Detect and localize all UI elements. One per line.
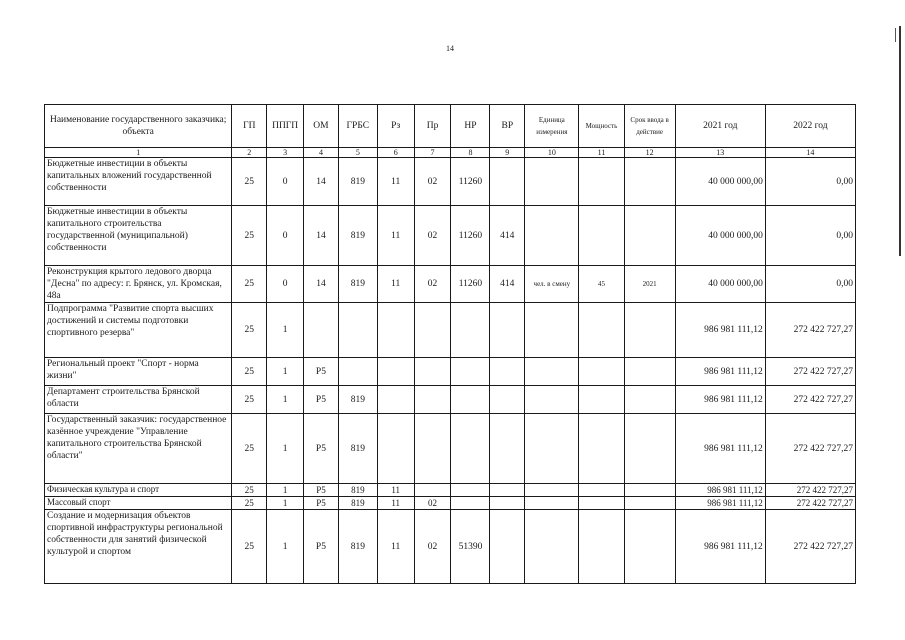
col-number: 8 bbox=[451, 148, 490, 158]
om-cell bbox=[304, 303, 339, 358]
grbs-cell: 819 bbox=[338, 510, 377, 584]
row-name: Реконструкция крытого ледового дворца "Десна" по адресу: г. Брянск, ул. Кромская, 48а bbox=[45, 266, 232, 303]
col-number: 3 bbox=[267, 148, 304, 158]
budget-table bbox=[44, 104, 856, 584]
pr-cell: 02 bbox=[414, 266, 451, 303]
pr-cell: 02 bbox=[414, 510, 451, 584]
vr-cell bbox=[490, 358, 525, 386]
amount-2021-cell: 40 000 000,00 bbox=[675, 158, 765, 206]
rz-cell: 11 bbox=[377, 497, 414, 510]
pr-cell: 02 bbox=[414, 497, 451, 510]
amount-2022-cell: 0,00 bbox=[765, 158, 855, 206]
term-cell bbox=[624, 484, 675, 497]
row-name: Физическая культура и спорт bbox=[45, 484, 232, 497]
table-row bbox=[45, 303, 856, 358]
gp-cell: 25 bbox=[232, 497, 267, 510]
nr-cell: 11260 bbox=[451, 266, 490, 303]
vr-cell: 414 bbox=[490, 266, 525, 303]
row-name: Создание и модернизация объектов спортивной инфраструктуры региональной собственности для занятий физической культурой и спортом bbox=[45, 510, 232, 584]
amount-2022-cell: 272 422 727,27 bbox=[765, 414, 855, 484]
col-number: 13 bbox=[675, 148, 765, 158]
rz-cell: 11 bbox=[377, 484, 414, 497]
vr-cell bbox=[490, 386, 525, 414]
gp-cell: 25 bbox=[232, 510, 267, 584]
om-cell: P5 bbox=[304, 510, 339, 584]
pr-cell bbox=[414, 484, 451, 497]
gp-cell: 25 bbox=[232, 358, 267, 386]
ppgp-cell: 1 bbox=[267, 386, 304, 414]
om-cell: 14 bbox=[304, 158, 339, 206]
vr-cell: 414 bbox=[490, 206, 525, 266]
vr-cell bbox=[490, 303, 525, 358]
om-cell: P5 bbox=[304, 484, 339, 497]
vr-cell bbox=[490, 414, 525, 484]
amount-2021-cell: 986 981 111,12 bbox=[675, 303, 765, 358]
term-cell bbox=[624, 414, 675, 484]
header-om: ОМ bbox=[304, 105, 339, 148]
vr-cell bbox=[490, 510, 525, 584]
header-gp: ГП bbox=[232, 105, 267, 148]
amount-2021-cell: 986 981 111,12 bbox=[675, 358, 765, 386]
header-2021: 2021 год bbox=[675, 105, 765, 148]
header-term: Срок ввода в действие bbox=[624, 105, 675, 148]
vr-cell bbox=[490, 497, 525, 510]
unit-cell bbox=[525, 497, 579, 510]
header-2022: 2022 год bbox=[765, 105, 855, 148]
table-header-row bbox=[45, 105, 856, 148]
grbs-cell bbox=[338, 303, 377, 358]
vr-cell bbox=[490, 484, 525, 497]
vr-cell bbox=[490, 158, 525, 206]
gp-cell: 25 bbox=[232, 206, 267, 266]
amount-2021-cell: 40 000 000,00 bbox=[675, 266, 765, 303]
om-cell: P5 bbox=[304, 358, 339, 386]
header-nr: НР bbox=[451, 105, 490, 148]
nr-cell: 11260 bbox=[451, 206, 490, 266]
scan-edge-line bbox=[899, 26, 901, 256]
term-cell bbox=[624, 303, 675, 358]
amount-2021-cell: 986 981 111,12 bbox=[675, 414, 765, 484]
nr-cell: 11260 bbox=[451, 158, 490, 206]
amount-2022-cell: 272 422 727,27 bbox=[765, 497, 855, 510]
row-name: Региональный проект "Спорт - норма жизни" bbox=[45, 358, 232, 386]
grbs-cell: 819 bbox=[338, 484, 377, 497]
header-pr: Пр bbox=[414, 105, 451, 148]
term-cell bbox=[624, 358, 675, 386]
col-number: 6 bbox=[377, 148, 414, 158]
ppgp-cell: 1 bbox=[267, 497, 304, 510]
col-number: 5 bbox=[338, 148, 377, 158]
table-row bbox=[45, 206, 856, 266]
grbs-cell: 819 bbox=[338, 414, 377, 484]
ppgp-cell: 0 bbox=[267, 206, 304, 266]
grbs-cell: 819 bbox=[338, 206, 377, 266]
amount-2021-cell: 986 981 111,12 bbox=[675, 386, 765, 414]
col-number: 9 bbox=[490, 148, 525, 158]
unit-cell bbox=[525, 158, 579, 206]
power-cell bbox=[579, 484, 624, 497]
om-cell: P5 bbox=[304, 497, 339, 510]
table-row bbox=[45, 358, 856, 386]
amount-2022-cell: 272 422 727,27 bbox=[765, 510, 855, 584]
row-name: Массовый спорт bbox=[45, 497, 232, 510]
term-cell bbox=[624, 386, 675, 414]
power-cell bbox=[579, 497, 624, 510]
col-number: 12 bbox=[624, 148, 675, 158]
power-cell bbox=[579, 510, 624, 584]
term-cell: 2021 bbox=[624, 266, 675, 303]
rz-cell: 11 bbox=[377, 266, 414, 303]
amount-2022-cell: 0,00 bbox=[765, 206, 855, 266]
col-number: 2 bbox=[232, 148, 267, 158]
row-name: Государственный заказчик: государственное казённое учреждение "Управление капитального строительства Брянской области" bbox=[45, 414, 232, 484]
om-cell: P5 bbox=[304, 386, 339, 414]
pr-cell bbox=[414, 303, 451, 358]
unit-cell bbox=[525, 386, 579, 414]
nr-cell bbox=[451, 386, 490, 414]
nr-cell bbox=[451, 358, 490, 386]
pr-cell bbox=[414, 386, 451, 414]
amount-2022-cell: 0,00 bbox=[765, 266, 855, 303]
grbs-cell: 819 bbox=[338, 386, 377, 414]
power-cell bbox=[579, 158, 624, 206]
grbs-cell: 819 bbox=[338, 158, 377, 206]
om-cell: 14 bbox=[304, 206, 339, 266]
table-row bbox=[45, 386, 856, 414]
row-name: Бюджетные инвестиции в объекты капитального строительства государственной (муниципальной) собственности bbox=[45, 206, 232, 266]
page-number: 14 bbox=[446, 44, 454, 53]
col-number: 7 bbox=[414, 148, 451, 158]
nr-cell: 51390 bbox=[451, 510, 490, 584]
gp-cell: 25 bbox=[232, 303, 267, 358]
om-cell: 14 bbox=[304, 266, 339, 303]
amount-2021-cell: 986 981 111,12 bbox=[675, 497, 765, 510]
pr-cell bbox=[414, 414, 451, 484]
amount-2021-cell: 986 981 111,12 bbox=[675, 510, 765, 584]
nr-cell bbox=[451, 303, 490, 358]
om-cell: P5 bbox=[304, 414, 339, 484]
table-row bbox=[45, 484, 856, 497]
unit-cell bbox=[525, 303, 579, 358]
table-row bbox=[45, 510, 856, 584]
header-unit: Единица измерения bbox=[525, 105, 579, 148]
gp-cell: 25 bbox=[232, 158, 267, 206]
power-cell bbox=[579, 303, 624, 358]
col-number: 11 bbox=[579, 148, 624, 158]
unit-cell bbox=[525, 206, 579, 266]
ppgp-cell: 1 bbox=[267, 484, 304, 497]
amount-2021-cell: 986 981 111,12 bbox=[675, 484, 765, 497]
pr-cell: 02 bbox=[414, 206, 451, 266]
grbs-cell: 819 bbox=[338, 266, 377, 303]
term-cell bbox=[624, 158, 675, 206]
term-cell bbox=[624, 206, 675, 266]
col-number: 14 bbox=[765, 148, 855, 158]
gp-cell: 25 bbox=[232, 266, 267, 303]
table-row bbox=[45, 497, 856, 510]
row-name: Бюджетные инвестиции в объекты капитальных вложений государственной собственности bbox=[45, 158, 232, 206]
header-power: Мощность bbox=[579, 105, 624, 148]
unit-cell bbox=[525, 510, 579, 584]
ppgp-cell: 0 bbox=[267, 266, 304, 303]
ppgp-cell: 1 bbox=[267, 303, 304, 358]
nr-cell bbox=[451, 484, 490, 497]
table-row bbox=[45, 414, 856, 484]
nr-cell bbox=[451, 414, 490, 484]
rz-cell bbox=[377, 303, 414, 358]
power-cell bbox=[579, 206, 624, 266]
header-rz: Рз bbox=[377, 105, 414, 148]
rz-cell bbox=[377, 414, 414, 484]
power-cell bbox=[579, 358, 624, 386]
unit-cell: чел. в смену bbox=[525, 266, 579, 303]
rz-cell: 11 bbox=[377, 206, 414, 266]
amount-2022-cell: 272 422 727,27 bbox=[765, 303, 855, 358]
column-number-row bbox=[45, 148, 856, 158]
amount-2021-cell: 40 000 000,00 bbox=[675, 206, 765, 266]
ppgp-cell: 1 bbox=[267, 358, 304, 386]
nr-cell bbox=[451, 497, 490, 510]
header-name: Наименование государственного заказчика; объекта bbox=[45, 105, 232, 148]
power-cell bbox=[579, 386, 624, 414]
grbs-cell bbox=[338, 358, 377, 386]
ppgp-cell: 1 bbox=[267, 414, 304, 484]
scan-edge-mark bbox=[895, 28, 896, 42]
amount-2022-cell: 272 422 727,27 bbox=[765, 358, 855, 386]
col-number: 4 bbox=[304, 148, 339, 158]
header-vr: ВР bbox=[490, 105, 525, 148]
header-ppgp: ППГП bbox=[267, 105, 304, 148]
header-grbs: ГРБС bbox=[338, 105, 377, 148]
pr-cell bbox=[414, 358, 451, 386]
unit-cell bbox=[525, 414, 579, 484]
gp-cell: 25 bbox=[232, 484, 267, 497]
gp-cell: 25 bbox=[232, 386, 267, 414]
amount-2022-cell: 272 422 727,27 bbox=[765, 386, 855, 414]
term-cell bbox=[624, 510, 675, 584]
grbs-cell: 819 bbox=[338, 497, 377, 510]
rz-cell: 11 bbox=[377, 158, 414, 206]
rz-cell bbox=[377, 358, 414, 386]
table-row bbox=[45, 266, 856, 303]
ppgp-cell: 0 bbox=[267, 158, 304, 206]
unit-cell bbox=[525, 358, 579, 386]
pr-cell: 02 bbox=[414, 158, 451, 206]
col-number: 10 bbox=[525, 148, 579, 158]
power-cell bbox=[579, 414, 624, 484]
table-row bbox=[45, 158, 856, 206]
row-name: Подпрограмма "Развитие спорта высших достижений и системы подготовки спортивного резерва" bbox=[45, 303, 232, 358]
term-cell bbox=[624, 497, 675, 510]
power-cell: 45 bbox=[579, 266, 624, 303]
amount-2022-cell: 272 422 727,27 bbox=[765, 484, 855, 497]
col-number: 1 bbox=[45, 148, 232, 158]
gp-cell: 25 bbox=[232, 414, 267, 484]
rz-cell: 11 bbox=[377, 510, 414, 584]
rz-cell bbox=[377, 386, 414, 414]
unit-cell bbox=[525, 484, 579, 497]
row-name: Департамент строительства Брянской области bbox=[45, 386, 232, 414]
ppgp-cell: 1 bbox=[267, 510, 304, 584]
